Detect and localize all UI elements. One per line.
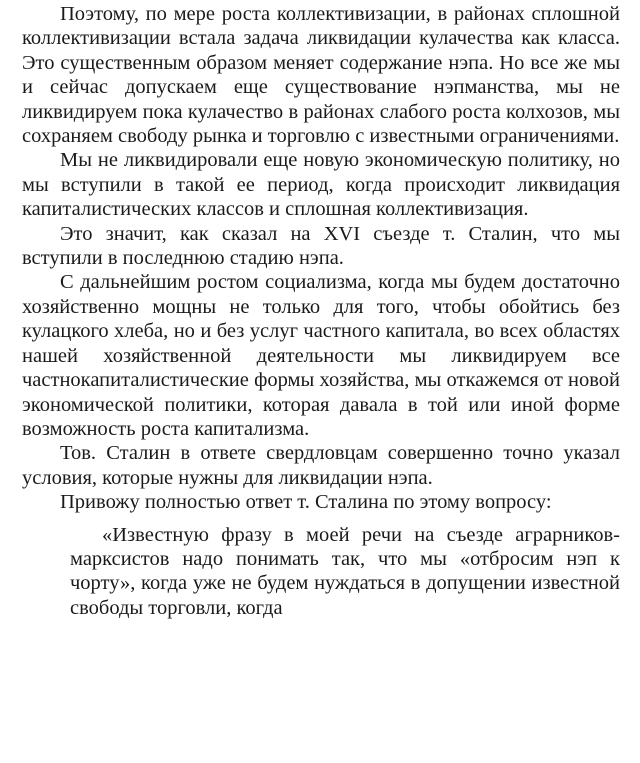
block-quote: «Известную фразу в моей речи на съезде аграрников-марксистов надо понимать так, что мы «отбросим нэп к чорту», когда уже не будем нуждаться в допущении известной свободы торговли, когда — [70, 523, 620, 619]
paragraph-nep-period: Мы не ликвидировали еще новую экономическую политику, но мы вступили в такой ее период, когда происходит ликвидация капиталистических классов и сплошная коллективизация. — [22, 149, 620, 221]
document-page — [22, 2, 620, 620]
paragraph-socialism-growth: С дальнейшим ростом социализма, когда мы будем достаточно хозяйственно мощны не только для того, чтобы обойтись без кулацкого хлеба, но и без услуг частного капитала, во всех областях нашей хозяйственной деятельности мы ликвидируем все частнокапиталистические формы хозяйства, мы откажемся от новой экономической политики, которая давала в той или иной форме возможность роста капитализма. — [22, 271, 620, 440]
paragraph-collectivization: Поэтому, по мере роста коллективизации, в районах сплошной коллективизации встала задача ликвидации кулачества как класса. Это существенным образом меняет содержание нэпа. Но все же мы и сейчас допускаем еще существование нэпманства, мы не ликвидируем пока кулачество в районах слабого роста колхозов, мы сохраняем свободу рынка и торговлю с известными ограничениями. — [22, 3, 620, 148]
paragraph-sverdlovsk-answer: Тов. Сталин в ответе свердловцам совершенно точно указал условия, которые нужны для ликвидации нэпа. — [22, 442, 620, 489]
paragraph-xvi-congress: Это значит, как сказал на XVI съезде т. Сталин, что мы вступили в последнюю стадию нэпа. — [22, 222, 620, 270]
paragraph-quote-intro: Привожу полностью ответ т. Сталина по этому вопросу: — [60, 491, 552, 514]
